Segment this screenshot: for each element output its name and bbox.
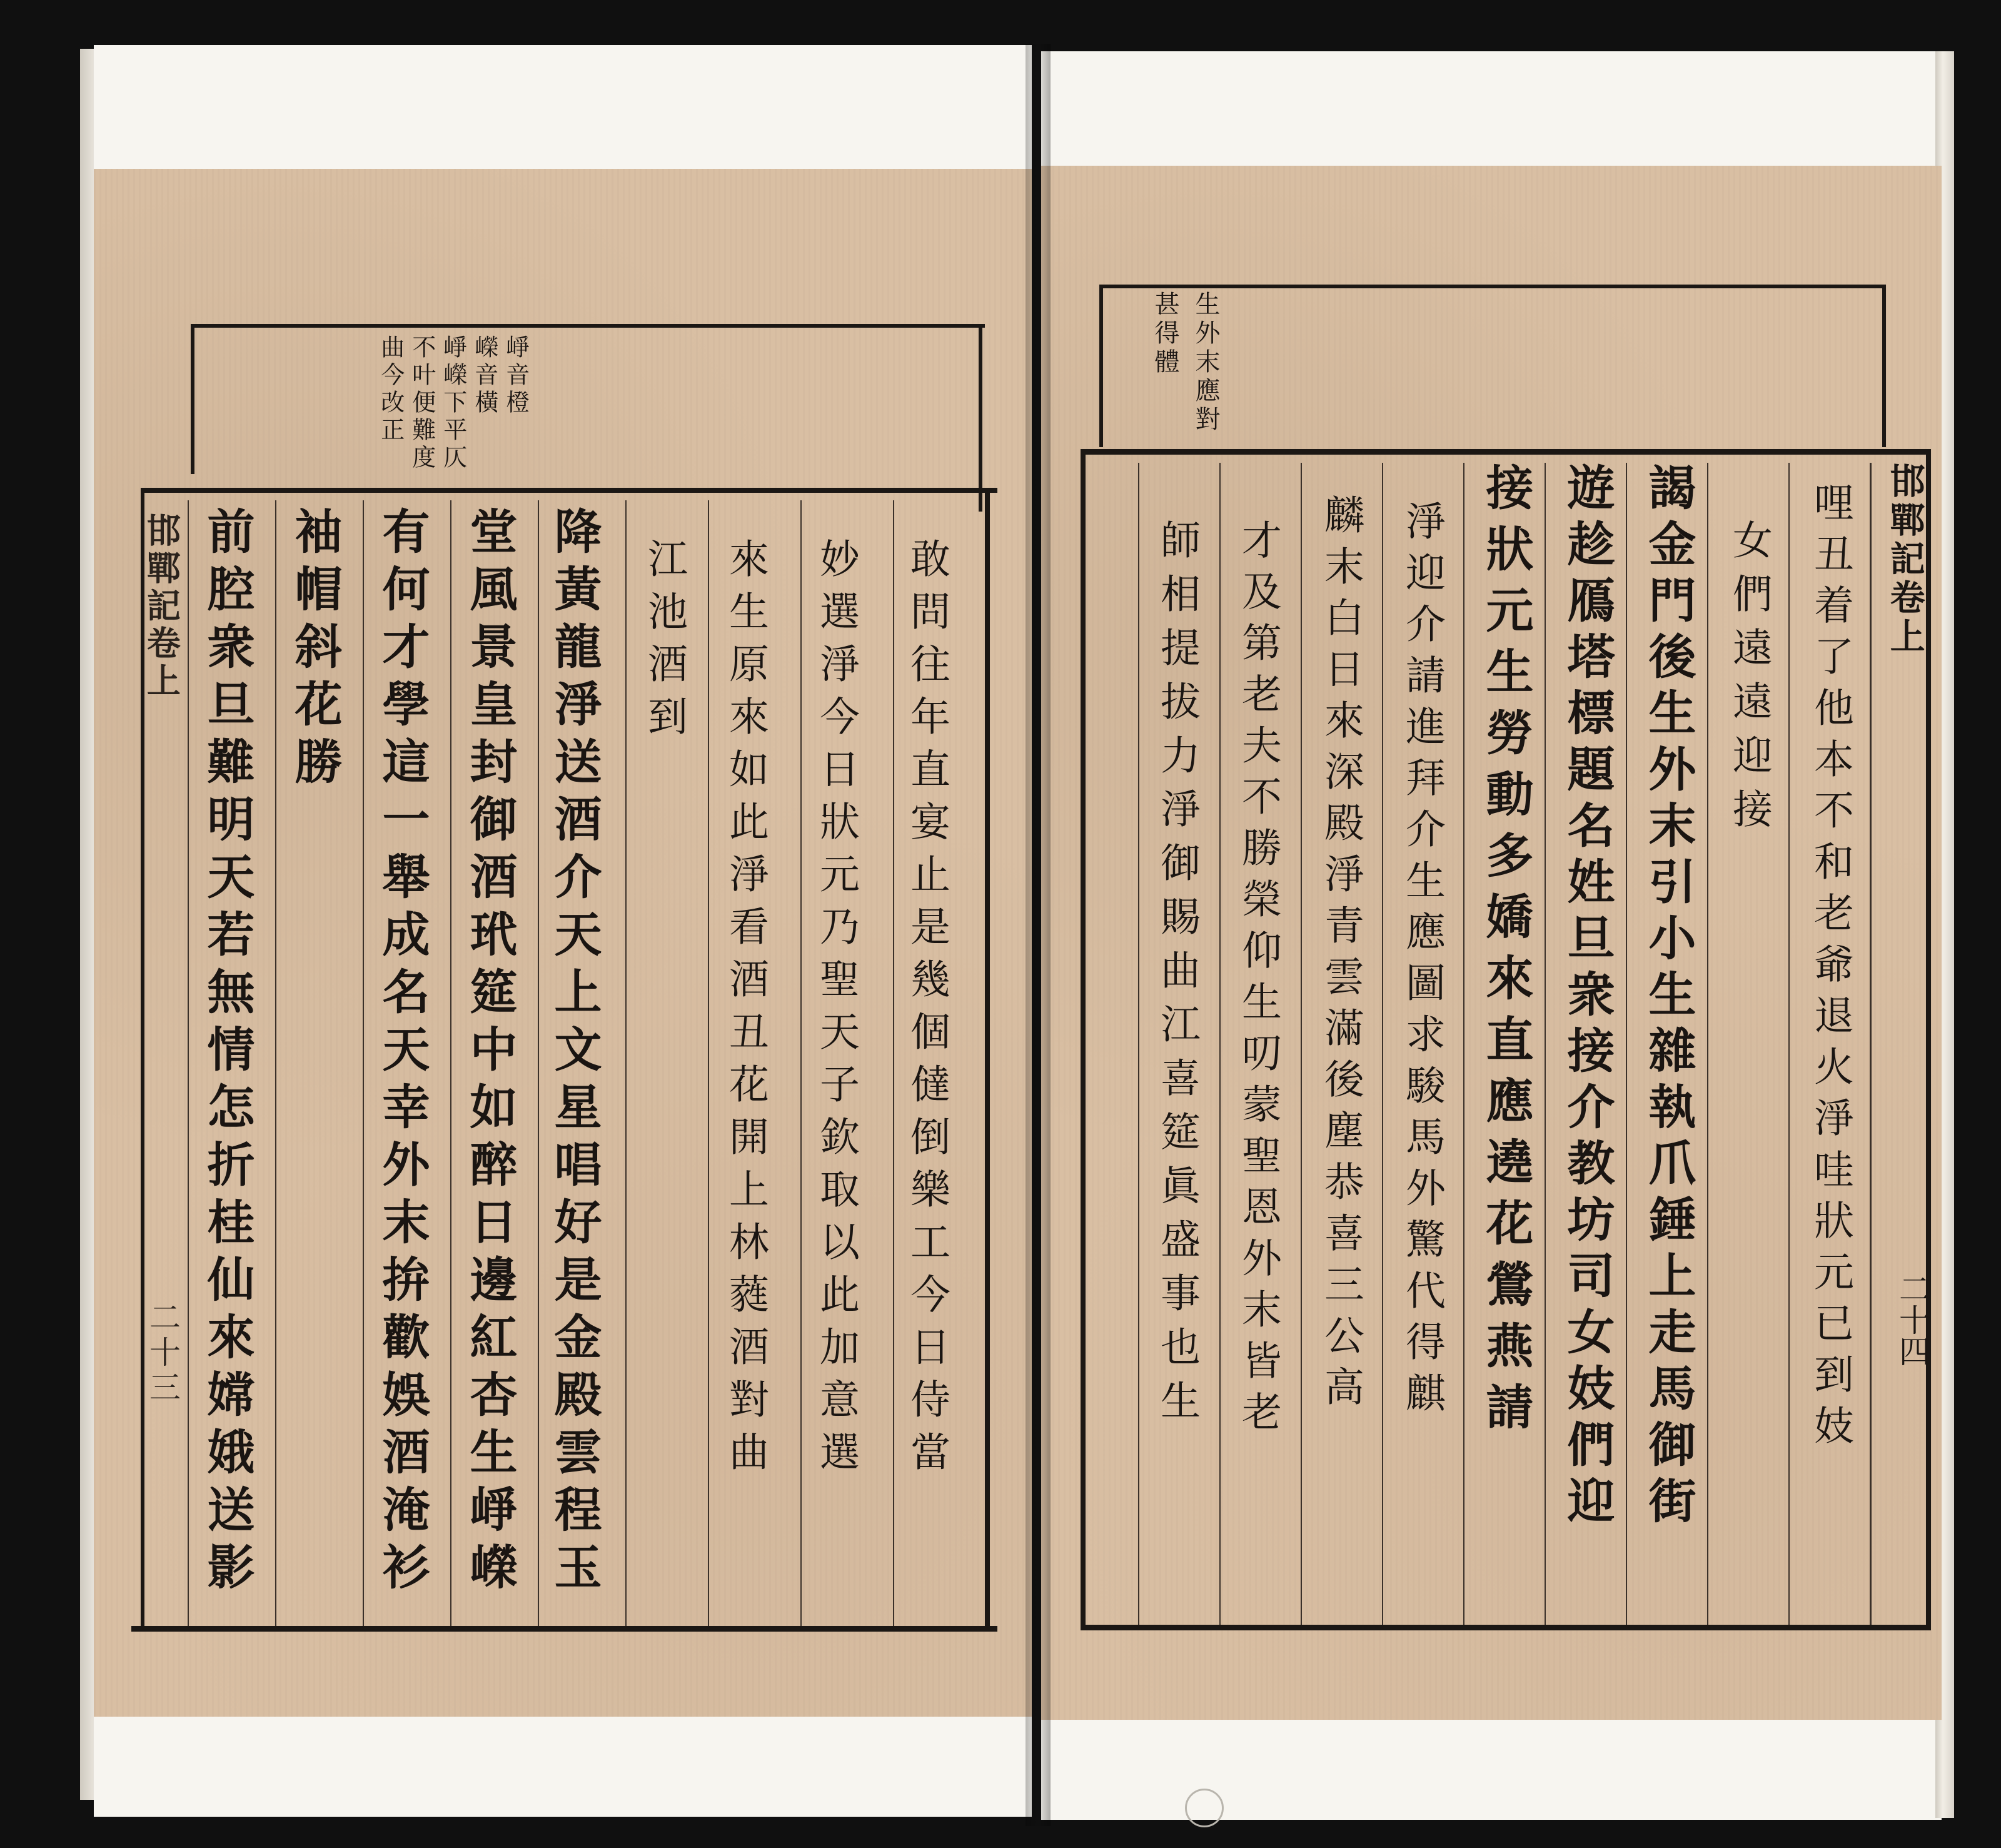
- right-text-column-5: 接狀元生勞動多嬌來直應遶花鶯燕請: [1478, 463, 1534, 1443]
- right-text-column-2: 女們遠遠迎接: [1726, 519, 1772, 842]
- left-col-rule: [893, 500, 894, 1626]
- right-header-note-1: 生外末應對: [1191, 291, 1220, 435]
- right-margin-book-title: 邯鄲記卷上: [1884, 463, 1926, 657]
- right-text-column-8: 才及第老夫不勝榮仰生叨蒙聖恩外末皆老: [1235, 519, 1281, 1442]
- left-header-note-1: 崢音橙: [502, 335, 530, 417]
- left-text-column-7: 有何才學這一舉成名天幸外末拚歡娛酒淹衫: [375, 507, 430, 1600]
- right-text-column-7: 麟末白日來深殿淨青雲滿後塵恭喜三公高: [1318, 494, 1364, 1417]
- right-col-rule: [1707, 463, 1708, 1625]
- left-margin-book-title: 邯鄲記卷上: [141, 513, 182, 700]
- left-page-top-margin: [94, 45, 1032, 170]
- right-text-column-6: 淨迎介請進拜介生應圖求駿馬外驚代得麒: [1399, 500, 1445, 1423]
- right-header-box-top: [1099, 285, 1886, 288]
- left-text-column-5: 降黃龍淨送酒介天上文星唱好是金殿雲程玉: [547, 507, 602, 1600]
- left-text-column-8: 袖帽斜花勝: [287, 507, 343, 794]
- left-header-box-top: [191, 324, 985, 328]
- right-col-rule: [1219, 463, 1221, 1625]
- right-frame-bottom: [1081, 1625, 1931, 1630]
- right-col-rule: [1545, 463, 1546, 1625]
- left-header-box-left: [191, 324, 194, 474]
- right-col-rule: [1626, 463, 1627, 1625]
- right-col-rule: [1138, 463, 1139, 1625]
- left-text-column-2: 妙選淨今日狀元乃聖天子欽取以此加意選: [813, 538, 859, 1483]
- left-text-column-6: 堂風景皇封御酒玳筵中如醉日邊紅杏生崢嶸: [462, 507, 518, 1600]
- left-header-note-5: 曲今改正: [376, 335, 405, 445]
- right-frame-right: [1926, 449, 1931, 1630]
- right-text-column-9: 師相提拔力淨御賜曲江喜筵眞盛事也生: [1154, 519, 1200, 1433]
- right-col-rule: [1788, 463, 1790, 1625]
- right-col-rule: [1463, 463, 1464, 1625]
- left-margin-page-number: 二十三: [144, 1301, 181, 1406]
- left-col-rule: [800, 500, 802, 1626]
- left-col-rule: [188, 500, 189, 1626]
- right-col-rule: [1870, 463, 1872, 1625]
- right-page-bottom-margin: [1041, 1717, 1942, 1820]
- right-page-top-margin: [1041, 51, 1942, 170]
- right-header-box-right: [1882, 285, 1886, 447]
- left-col-rule: [363, 500, 364, 1626]
- left-header-note-3: 崢嶸下平仄: [439, 335, 467, 472]
- left-text-column-9: 前腔衆旦難明天若無情怎折桂仙來嫦娥送影: [199, 507, 255, 1600]
- left-text-column-3: 來生原來如此淨看酒丑花開上林蕤酒對曲: [722, 538, 769, 1483]
- gutter-shadow: [1026, 44, 1051, 1826]
- library-seal-icon: [1185, 1789, 1224, 1827]
- left-frame-bottom: [131, 1626, 997, 1632]
- left-col-rule: [538, 500, 539, 1626]
- right-col-rule: [1382, 463, 1383, 1625]
- left-page-bottom-margin: [94, 1714, 1032, 1817]
- left-col-rule: [708, 500, 709, 1626]
- left-col-rule: [625, 500, 627, 1626]
- right-text-column-4: 遊趁鴈塔標題名姓旦衆接介教坊司女妓們迎: [1560, 463, 1615, 1532]
- left-text-column-4: 江池酒到: [641, 538, 687, 748]
- right-frame-top: [1081, 449, 1931, 455]
- left-frame-top: [141, 488, 997, 493]
- right-margin-page-number: 二十四: [1894, 1273, 1930, 1366]
- left-header-note-2: 嶸音橫: [470, 335, 498, 417]
- left-col-rule: [450, 500, 451, 1626]
- left-header-box-right: [979, 324, 982, 512]
- right-text-column-1: 哩丑着了他本不和老爺退火淨哇狀元已到妓: [1807, 482, 1853, 1456]
- right-col-rule: [1301, 463, 1302, 1625]
- left-text-column-1: 敢問往年直宴止是幾個㒓倒樂工今日侍當: [904, 538, 950, 1483]
- left-header-note-4: 不叶便難度: [408, 335, 436, 472]
- right-header-box-left: [1099, 285, 1103, 447]
- left-col-rule: [275, 500, 276, 1626]
- right-text-column-3: 謁金門後生外末引小生雜執爪錘上走馬御街: [1641, 463, 1696, 1532]
- right-frame-left: [1081, 449, 1086, 1630]
- right-header-note-2: 甚得體: [1151, 291, 1179, 377]
- left-frame-right: [985, 488, 990, 1631]
